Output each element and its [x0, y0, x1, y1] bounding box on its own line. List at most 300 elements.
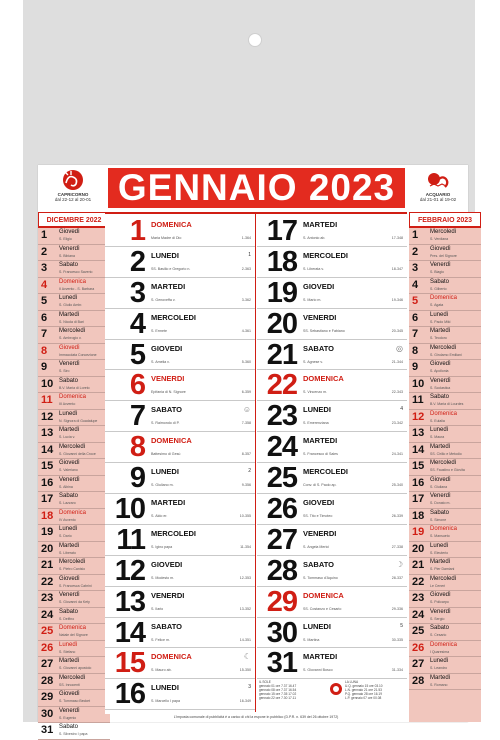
day-count: 12-353 — [239, 575, 251, 580]
prev-month-day-row — [38, 542, 110, 559]
day-name: Venerdì — [59, 476, 80, 483]
day-number: 16 — [412, 476, 425, 489]
day-saint: S. Nicola di Bari — [59, 319, 84, 324]
day-name: DOMENICA — [303, 590, 344, 600]
day-number: 31 — [266, 647, 297, 680]
prev-month-day-row — [38, 261, 110, 278]
day-number: 15 — [41, 460, 54, 472]
day-count: 9-356 — [241, 483, 251, 488]
day-number: 4 — [129, 307, 145, 340]
month-grid — [105, 212, 407, 714]
day-saint: S. Angela Merici — [303, 544, 329, 549]
day-number: 27 — [412, 658, 425, 670]
day-name: LUNEDI — [303, 621, 331, 631]
day-name: MARTEDI — [303, 220, 338, 229]
day-name: LUNEDI — [151, 250, 179, 260]
zodiac-left-dates: dal 22-12 al 20-01 — [54, 197, 92, 202]
prev-month-day-row — [38, 245, 110, 262]
prev-month-day-row — [38, 360, 110, 377]
prev-month-day-row — [38, 492, 110, 509]
day-count: 16-349 — [239, 699, 251, 704]
day-name: SABATO — [303, 559, 334, 569]
next-month-day-row — [409, 426, 481, 443]
moon-table-line: L.N. gennaio 21 ore 21.53 — [345, 687, 382, 692]
day-name: Lunedì — [59, 410, 78, 417]
day-saint: S. Mario m. — [303, 297, 322, 302]
day-saint: S. Giovanni Bosco — [303, 668, 333, 673]
day-number: 11 — [41, 394, 53, 406]
day-name: Giovedì — [430, 245, 451, 252]
day-count: 26-339 — [391, 514, 403, 519]
day-saint: S. Girolamo Emiliani — [430, 352, 462, 357]
day-name: Venerdì — [430, 608, 451, 615]
day-saint: S. Paolo Miki — [430, 319, 451, 324]
day-name: Lunedì — [59, 295, 78, 301]
day-number: 9 — [129, 462, 145, 495]
day-number: 25 — [412, 625, 425, 637]
day-name: MERCOLEDI — [151, 312, 196, 322]
day-row — [257, 278, 407, 309]
next-month-day-row — [409, 542, 481, 559]
day-number: 21 — [266, 338, 297, 371]
day-number: 14 — [41, 443, 54, 456]
next-month-day-row — [409, 377, 481, 394]
day-name: VENERDI — [303, 528, 337, 538]
day-saint: S. Liberata v. — [303, 266, 324, 271]
day-number: 30 — [266, 616, 297, 649]
day-saint: S. Martina — [303, 637, 320, 642]
day-number: 23 — [412, 592, 425, 604]
day-number: 8 — [412, 344, 419, 357]
day-count: 8-357 — [241, 452, 251, 457]
column-divider — [255, 214, 256, 712]
next-month-day-row — [409, 492, 481, 509]
day-name: GIOVEDI — [151, 559, 183, 569]
day-row — [105, 309, 255, 340]
day-number: 28 — [412, 674, 425, 687]
day-name: LUNEDI — [151, 467, 179, 477]
day-name: Lunedì — [430, 311, 449, 318]
day-saint: S. Scolastica — [430, 385, 451, 390]
day-number: 5 — [129, 338, 145, 371]
day-number: 20 — [266, 307, 297, 340]
day-saint: S. Delfino — [59, 616, 75, 621]
day-saint: S. Biagio — [430, 270, 445, 274]
day-saint: S. Amelia v. — [151, 359, 170, 364]
day-name: Mercoledì — [59, 674, 86, 681]
next-month-day-row — [409, 393, 481, 410]
day-number: 13 — [41, 427, 54, 439]
prev-month-day-row — [38, 624, 110, 641]
day-name: Martedì — [430, 328, 451, 334]
day-name: DOMENICA — [151, 652, 192, 662]
next-month-day-row — [409, 509, 481, 526]
day-saint: S. Eulalia — [430, 418, 445, 423]
day-name: LUNEDI — [303, 405, 331, 415]
day-row — [105, 463, 255, 494]
day-name: MERCOLEDI — [303, 250, 348, 260]
prev-month-day-row — [38, 690, 110, 707]
next-month-day-row — [409, 608, 481, 625]
next-month-day-row — [409, 476, 481, 493]
day-number: 14 — [114, 616, 145, 649]
day-name: Sabato — [430, 394, 450, 400]
day-name: Domenica — [59, 625, 87, 631]
day-name: Martedì — [59, 311, 80, 318]
day-count: 4-361 — [241, 328, 251, 333]
day-number: 8 — [129, 431, 145, 464]
day-saint: Pres. del Signore — [430, 253, 457, 258]
week-number: 3 — [248, 684, 251, 691]
day-number: 29 — [266, 585, 297, 618]
day-number: 21 — [41, 559, 54, 571]
prev-month-day-row — [38, 657, 110, 674]
day-saint: S. Mauro ab. — [151, 668, 172, 673]
day-name: Venerdì — [59, 361, 80, 367]
day-row — [105, 679, 255, 710]
day-name: VENERDI — [303, 312, 337, 322]
day-name: VENERDI — [151, 374, 185, 384]
day-count: 17-348 — [391, 236, 403, 240]
day-name: Martedì — [430, 674, 451, 681]
day-count: 24-341 — [391, 452, 403, 457]
prev-month-day-row — [38, 459, 110, 476]
sun-table-line: gennaio 01 ore 7.37 16.47 — [259, 684, 297, 689]
day-name: Martedì — [430, 443, 451, 450]
day-count: 7-358 — [241, 421, 251, 426]
day-saint: I Quaresima — [430, 649, 450, 654]
day-saint: Epifania di N. Signore — [151, 390, 186, 395]
day-row — [257, 370, 407, 401]
next-month-day-row — [409, 641, 481, 658]
next-month-day-row — [409, 360, 481, 377]
day-number: 15 — [412, 460, 425, 472]
day-number: 30 — [41, 707, 54, 720]
day-count: 29-336 — [391, 606, 403, 611]
day-saint: B.V. Maria di Lourdes — [430, 402, 464, 406]
day-number: 18 — [266, 245, 297, 278]
day-saint: S. Aldo er. — [151, 514, 168, 519]
day-name: MERCOLEDI — [303, 467, 348, 477]
day-saint: S. Simone — [430, 517, 447, 522]
day-name: Domenica — [430, 410, 458, 417]
moon-phase-icon: ☽ — [395, 559, 403, 569]
day-row — [105, 587, 255, 618]
next-month-day-row — [409, 657, 481, 674]
day-name: Sabato — [430, 278, 450, 285]
sun-table — [259, 681, 296, 700]
sun-moon-table — [257, 679, 407, 713]
day-number: 4 — [412, 278, 419, 291]
day-name: DOMENICA — [151, 220, 192, 229]
day-saint: S. Valeriano — [59, 468, 78, 472]
day-number: 16 — [114, 678, 145, 711]
prev-month-day-row — [38, 558, 110, 575]
day-number: 2 — [41, 245, 48, 258]
day-saint: S. Modesto m. — [151, 575, 175, 580]
day-name: MERCOLEDI — [151, 528, 196, 538]
day-saint: S. Felice m. — [151, 637, 170, 642]
day-saint: S. Leandro — [430, 666, 448, 670]
day-row — [257, 432, 407, 463]
day-row — [105, 401, 255, 432]
day-row — [257, 556, 407, 587]
day-number: 2 — [129, 245, 145, 278]
day-number: 18 — [41, 509, 54, 522]
day-number: 31 — [41, 724, 54, 736]
day-saint: S. Antonio ab. — [303, 236, 326, 240]
prev-month-day-row — [38, 426, 110, 443]
day-number: 11 — [116, 523, 145, 556]
day-row — [105, 494, 255, 525]
day-number: 12 — [412, 410, 425, 423]
day-saint: SS. Cirillo e Metodio — [430, 451, 462, 456]
day-name: Lunedì — [430, 542, 449, 549]
zodiac-right — [403, 165, 473, 210]
day-saint: SS. Innocenti — [59, 682, 80, 687]
next-month-day-row — [409, 294, 481, 311]
prev-month-day-row — [38, 228, 110, 245]
day-count: 28-337 — [391, 575, 403, 580]
day-name: Martedì — [59, 658, 80, 664]
day-number: 24 — [412, 608, 425, 621]
day-name: Lunedì — [59, 526, 78, 532]
day-name: Venerdì — [59, 245, 80, 252]
day-saint: S. Eugenio — [59, 715, 77, 720]
capricorn-icon — [59, 169, 87, 191]
day-saint: SS. Sebastiano e Fabiano — [303, 328, 345, 333]
day-number: 8 — [41, 344, 48, 357]
day-number: 5 — [41, 295, 48, 307]
day-saint: S. Giuliano m. — [151, 483, 174, 488]
moon-phase-icon: ☾ — [243, 652, 251, 662]
day-number: 1 — [412, 229, 419, 241]
day-saint: S. Sergio — [430, 616, 445, 621]
day-name: LUNEDI — [151, 683, 179, 693]
day-number: 1 — [41, 229, 48, 241]
day-count: 10-355 — [239, 514, 251, 519]
day-saint: S. Siro — [59, 369, 70, 373]
day-name: Sabato — [59, 377, 79, 384]
next-month-day-row — [409, 344, 481, 361]
day-name: MARTEDI — [151, 498, 186, 508]
day-row — [105, 432, 255, 463]
day-name: Giovedì — [59, 691, 80, 697]
days-column-right — [257, 216, 407, 713]
day-row — [257, 216, 407, 247]
day-saint: S. Dario — [59, 534, 72, 538]
day-saint: S. Emerenziana — [303, 421, 329, 426]
day-name: SABATO — [303, 343, 334, 353]
day-name: Venerdì — [430, 262, 451, 268]
day-name: Sabato — [430, 625, 450, 631]
days-column-left — [105, 216, 255, 710]
moon-table-line: L.P. gennaio 07 ore 00.08 — [345, 695, 382, 700]
next-month-day-row — [409, 575, 481, 592]
day-row — [257, 247, 407, 278]
day-name: Mercoledì — [59, 559, 86, 565]
day-number: 3 — [412, 262, 419, 274]
day-saint: S. Stefano — [59, 649, 76, 654]
day-saint: S. Teodoro — [430, 336, 447, 340]
day-name: Sabato — [59, 608, 79, 615]
day-saint: S. Liberato — [59, 550, 76, 555]
day-name: Venerdì — [59, 592, 80, 598]
day-row — [257, 618, 407, 649]
day-name: Giovedì — [430, 592, 451, 598]
day-number: 22 — [412, 575, 425, 588]
day-name: Venerdì — [430, 493, 451, 499]
day-count: 23-342 — [391, 421, 403, 426]
day-saint: S. Albina — [59, 484, 73, 489]
sun-table-line: IL SOLE — [259, 680, 271, 685]
day-row — [105, 247, 255, 278]
day-name: Venerdì — [59, 707, 80, 714]
day-number: 28 — [41, 674, 54, 687]
prev-month-day-row — [38, 278, 110, 295]
day-count: 20-345 — [391, 328, 403, 333]
zodiac-left-name: CAPRICORNO — [57, 192, 89, 197]
next-month-day-row — [409, 591, 481, 608]
day-count: 18-347 — [391, 266, 403, 271]
day-name: Lunedì — [430, 658, 449, 664]
day-saint: S. Igino papa — [151, 544, 173, 549]
prev-month-day-row — [38, 393, 110, 410]
prev-month-day-row — [38, 476, 110, 493]
day-saint: S. Silvestro I papa — [59, 732, 88, 736]
day-number: 23 — [266, 400, 297, 433]
prev-month-day-row — [38, 344, 110, 361]
day-saint: S. Apollonia — [430, 369, 449, 373]
day-count: 22-343 — [391, 390, 403, 395]
day-saint: N. Signora di Guadalupe — [59, 418, 98, 423]
day-row — [257, 648, 407, 679]
aquarius-icon — [424, 169, 452, 191]
day-number: 2 — [412, 245, 419, 258]
day-name: MARTEDI — [303, 652, 338, 662]
day-saint: S. Mansueto — [430, 534, 450, 538]
day-count: 27-338 — [391, 544, 403, 549]
day-saint: S. Pier Damiani — [430, 567, 455, 571]
next-month-title: FEBBRAIO 2023 — [409, 212, 481, 228]
day-name: Martedì — [59, 542, 80, 549]
day-number: 9 — [41, 361, 48, 373]
day-saint: SS. Basilio e Gregorio n. — [151, 266, 191, 271]
day-saint: IV Avvento — [59, 517, 76, 522]
day-name: Mercoledì — [430, 229, 457, 235]
day-saint: S. Agata — [430, 303, 444, 307]
day-name: Giovedì — [430, 361, 451, 367]
day-number: 17 — [266, 215, 297, 247]
prev-month-day-row — [38, 410, 110, 427]
day-row — [257, 525, 407, 556]
day-number: 9 — [412, 361, 419, 373]
day-name: SABATO — [151, 621, 182, 631]
day-row — [257, 463, 407, 494]
day-saint: S. Giovanni della Croce — [59, 451, 96, 456]
sun-table-line: gennaio 15 ore 7.35 17.02 — [259, 691, 297, 696]
day-number: 3 — [41, 262, 48, 274]
day-name: Lunedì — [59, 641, 78, 648]
moon-table — [345, 681, 383, 700]
prev-month-day-row — [38, 294, 110, 311]
day-name: Mercoledì — [59, 328, 86, 334]
day-number: 25 — [41, 625, 54, 637]
day-row — [257, 587, 407, 618]
day-number: 12 — [114, 554, 145, 587]
day-saint: Battesimo di Gesù — [151, 452, 181, 457]
day-saint: S. Cesario — [430, 633, 447, 637]
week-number: 2 — [248, 468, 251, 475]
day-name: VENERDI — [151, 590, 185, 600]
day-number: 22 — [266, 369, 297, 402]
next-month-day-row — [409, 228, 481, 245]
day-name: Domenica — [59, 278, 87, 285]
day-number: 17 — [412, 493, 425, 505]
day-saint: S. Genoveffa v. — [151, 297, 176, 302]
prev-month-days — [38, 228, 110, 740]
day-name: Domenica — [430, 295, 458, 301]
day-number: 20 — [41, 542, 54, 555]
day-row — [105, 618, 255, 649]
next-month-day-row — [409, 443, 481, 460]
prev-month-title: DICEMBRE 2022 — [38, 212, 110, 228]
week-number: 5 — [400, 622, 403, 629]
day-count: 11-354 — [240, 544, 251, 549]
sun-icon — [329, 682, 343, 696]
day-saint: S. Romano — [430, 682, 448, 687]
day-saint: S. Lazzaro — [59, 501, 76, 505]
day-name: Sabato — [59, 262, 79, 268]
moon-phase-icon: ◎ — [396, 343, 403, 353]
day-number: 19 — [412, 526, 425, 538]
day-row — [105, 525, 255, 556]
day-saint: II Avvento - S. Barbara — [59, 286, 95, 291]
next-month-day-row — [409, 558, 481, 575]
day-saint: S. Tommaso d'Aquino — [303, 575, 338, 580]
next-month-panel — [409, 212, 481, 722]
day-saint: S. Gilberto — [430, 286, 447, 291]
day-number: 26 — [41, 641, 54, 654]
week-number: 1 — [248, 251, 251, 258]
day-number: 3 — [129, 276, 145, 309]
day-saint: S. Bibiana — [59, 253, 75, 258]
day-row — [257, 401, 407, 432]
day-saint: S. Pietro Canisio — [59, 567, 86, 571]
day-saint: S. Francesco di Sales — [303, 452, 338, 457]
day-name: Martedì — [430, 559, 451, 565]
day-count: 31-334 — [391, 668, 403, 673]
day-number: 29 — [41, 691, 54, 703]
prev-month-day-row — [38, 608, 110, 625]
day-number: 16 — [41, 476, 54, 489]
day-number: 13 — [114, 585, 145, 618]
sun-table-line: gennaio 08 ore 7.37 16.54 — [259, 687, 297, 692]
day-saint: S. Eligio — [59, 237, 72, 241]
day-count: 3-362 — [241, 297, 251, 302]
day-row — [105, 278, 255, 309]
day-name: Mercoledì — [430, 344, 457, 351]
day-number: 24 — [41, 608, 54, 621]
day-number: 10 — [412, 377, 425, 390]
day-saint: S. Ermete — [151, 328, 167, 333]
next-month-day-row — [409, 674, 481, 691]
next-month-days — [409, 228, 481, 690]
day-number: 19 — [266, 276, 297, 309]
day-number: 7 — [41, 328, 48, 340]
day-saint: S. Francesco Saverio — [59, 270, 93, 274]
day-number: 17 — [41, 493, 54, 505]
